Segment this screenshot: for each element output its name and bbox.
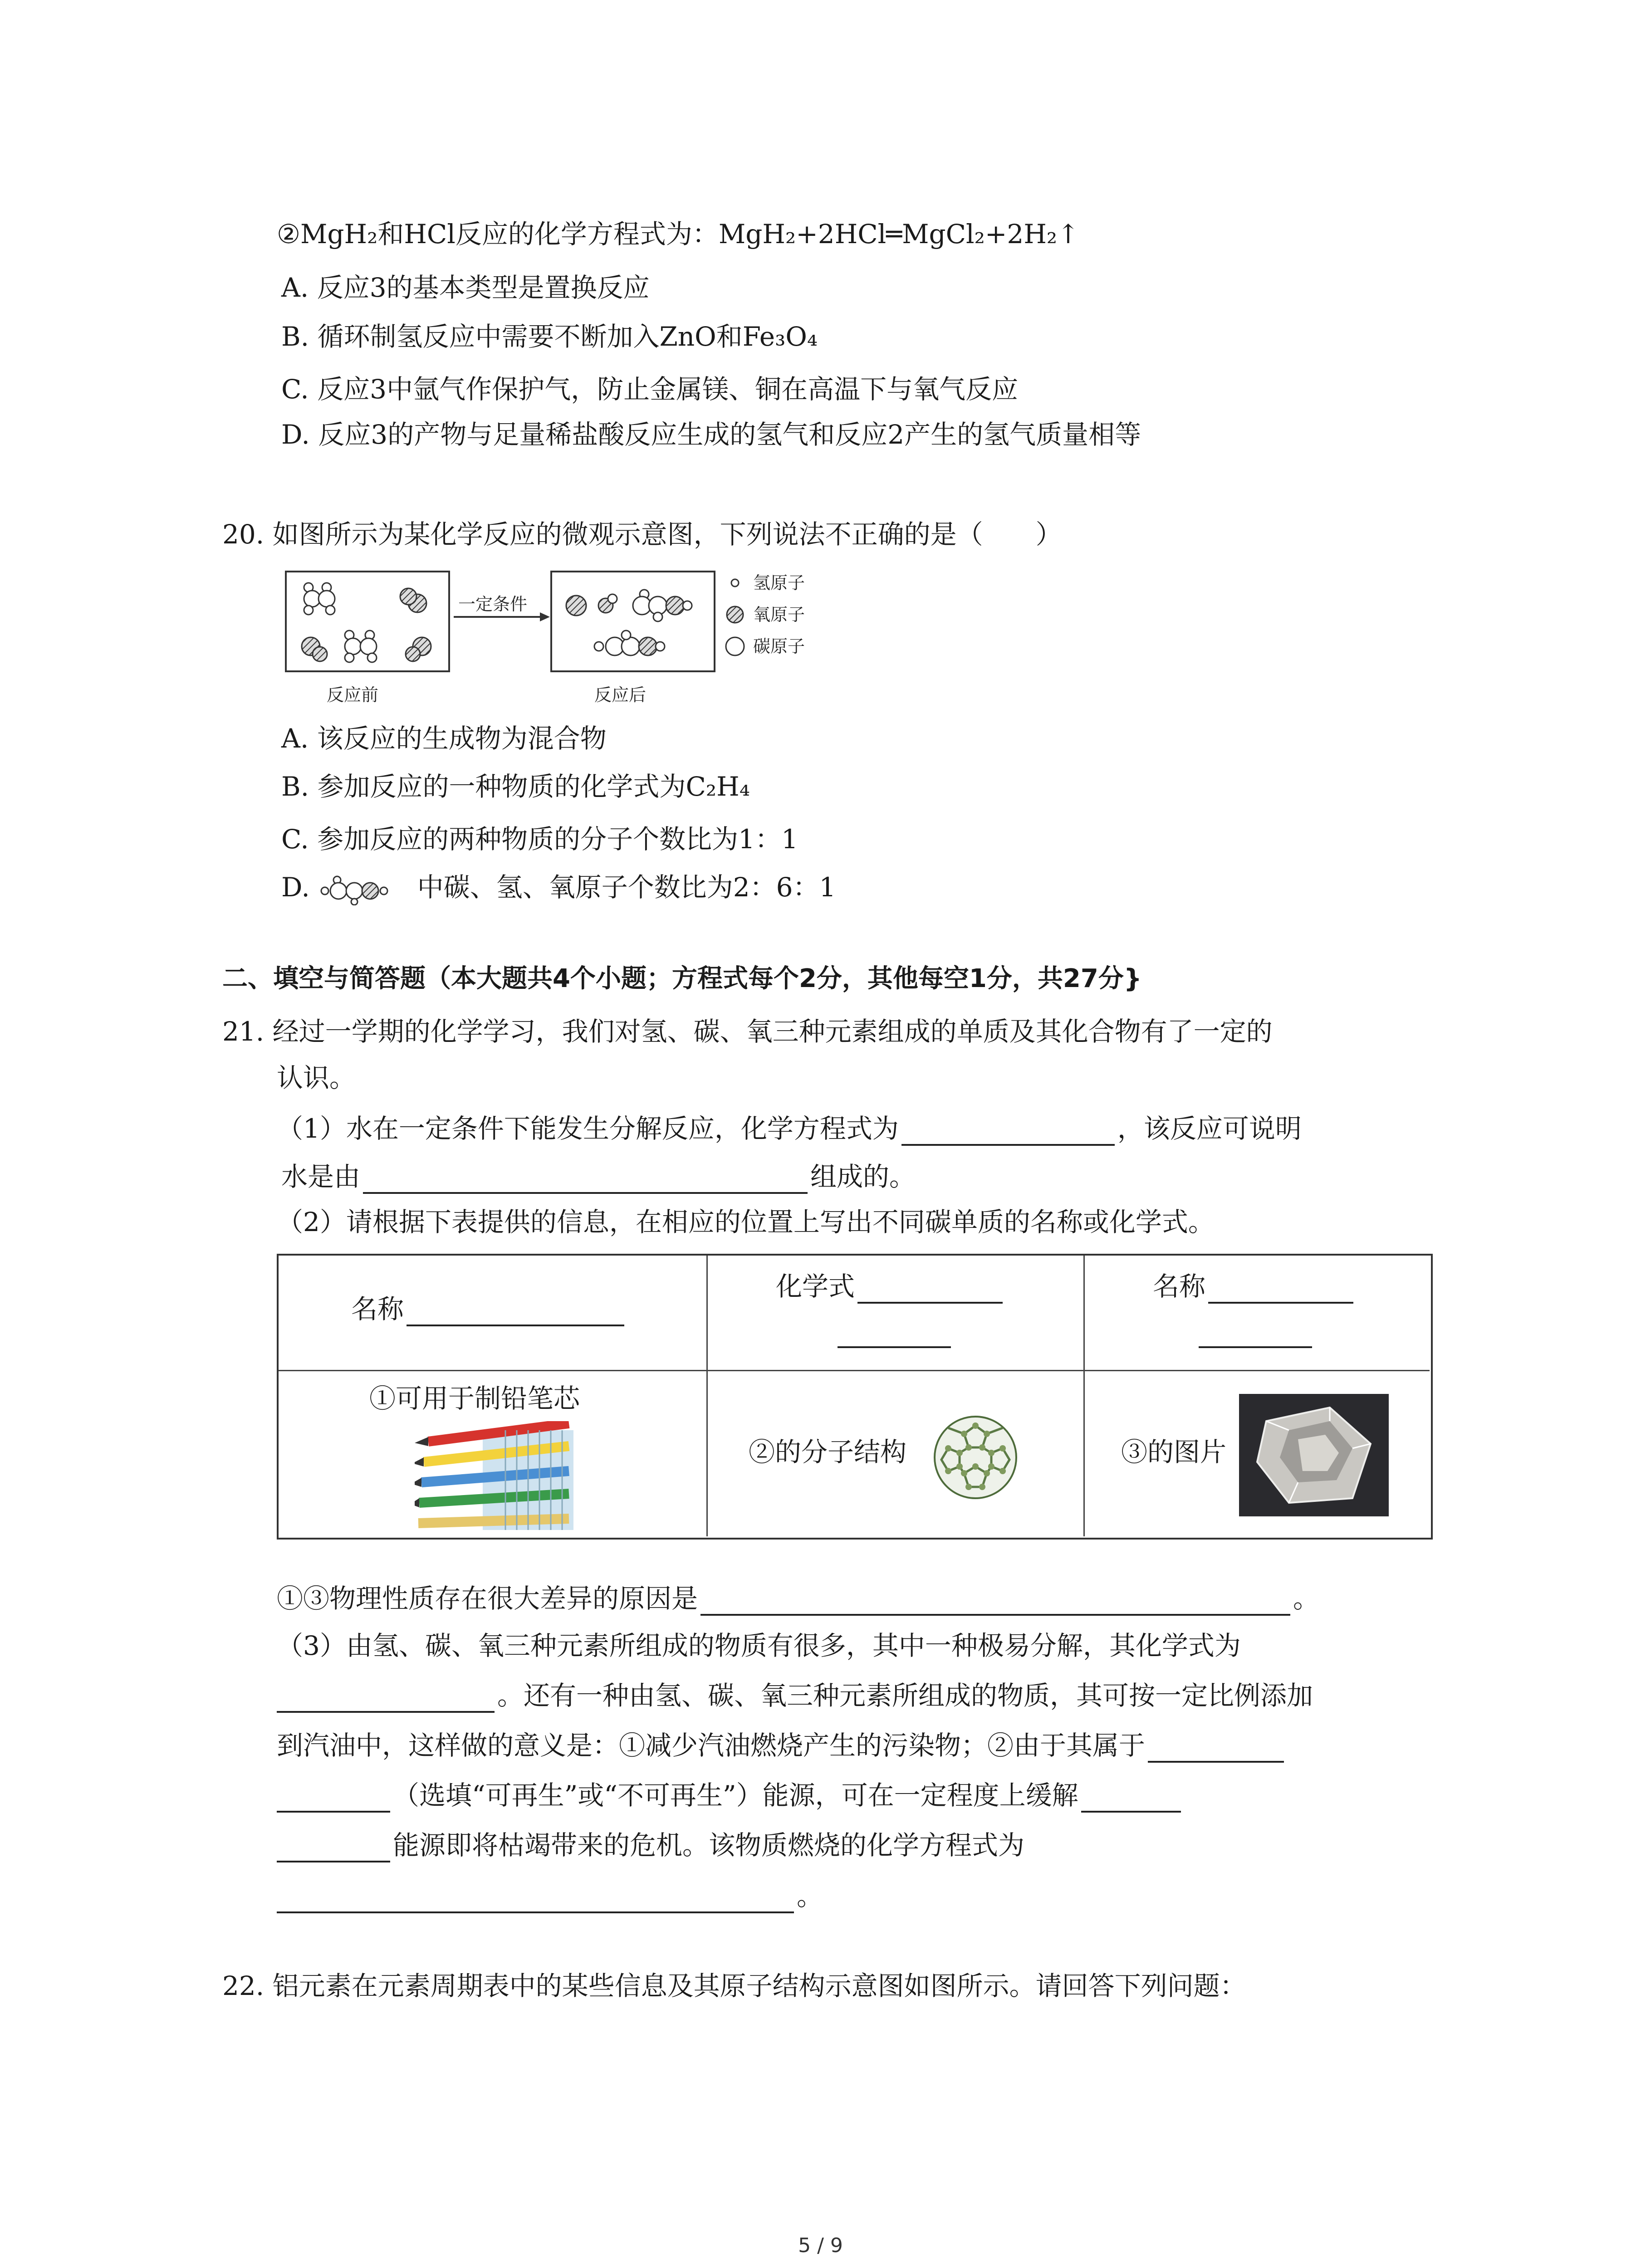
energy-source-blank-2[interactable] — [277, 1833, 390, 1862]
q19-option-b[interactable]: B. 循环制氢反应中需要不断加入ZnO和Fe₃O₄ — [281, 321, 818, 352]
energy-type-blank-2[interactable] — [277, 1784, 390, 1813]
q21-part1-line1: （1）水在一定条件下能发生分解反应，化学方程式为 ，该反应可说明 — [277, 1111, 1302, 1146]
formula-decompose-blank[interactable] — [277, 1684, 495, 1713]
after-box — [551, 572, 715, 671]
q20-option-a[interactable]: A. 该反应的生成物为混合物 — [281, 723, 607, 754]
table-header-name-2: 名称 — [1085, 1256, 1430, 1371]
legend-oxygen: 氧原子 — [753, 605, 805, 625]
after-label: 反应后 — [594, 685, 647, 705]
before-label: 反应前 — [327, 685, 379, 705]
c60-structure-image — [930, 1412, 1021, 1503]
q19-option-c[interactable]: C. 反应3中氩气作保护气，防止金属镁、铜在高温下与氧气反应 — [281, 374, 1019, 405]
molecule-ethanol-icon — [633, 590, 692, 621]
ethanol-molecule-icon — [318, 874, 409, 905]
reaction-diagram — [281, 567, 871, 712]
section-2-heading: 二、填空与简答题（本大题共4个小题；方程式每个2分，其他每空1分，共27分} — [222, 964, 1142, 993]
reason-blank[interactable] — [700, 1587, 1290, 1616]
q21-composition-blank[interactable] — [363, 1165, 808, 1194]
q19-option-a[interactable]: A. 反应3的基本类型是置换反应 — [281, 272, 650, 303]
q22-stem: 22. 铝元素在元素周期表中的某些信息及其原子结构示意图如图所示。请回答下列问题： — [222, 1970, 1246, 2001]
q21-equation-blank[interactable] — [901, 1117, 1115, 1146]
molecule-c2h4-2-icon — [345, 631, 377, 662]
page-number: 5 / 9 — [798, 2234, 843, 2257]
formula-blank-2[interactable] — [838, 1319, 951, 1348]
energy-source-blank-1[interactable] — [1081, 1784, 1181, 1813]
legend-hydrogen: 氢原子 — [753, 573, 805, 593]
hydrogen-legend-icon — [731, 579, 739, 587]
name-blank-2[interactable] — [1208, 1275, 1353, 1304]
q19-hint-2: ②MgH₂和HCl反应的化学方程式为：MgH₂+2HCl═MgCl₂+2H₂↑ — [277, 219, 1079, 249]
q21-part3-line6: 。 — [277, 1879, 823, 1913]
table-header-formula: 化学式 — [708, 1256, 1085, 1371]
pencils-image — [415, 1421, 573, 1530]
table-header-name-1: 名称 — [279, 1256, 708, 1371]
molecule-c2h4-icon — [304, 583, 335, 615]
q21-stem-line1: 21. 经过一学期的化学学习，我们对氢、碳、氧三种元素组成的单质及其化合物有了一定的 — [222, 1016, 1273, 1047]
q21-part2-question: ①③物理性质存在很大差异的原因是 。 — [277, 1581, 1319, 1616]
q21-part3-line3: 到汽油中，这样做的意义是：①减少汽油燃烧产生的污染物；②由于其属于 — [277, 1728, 1287, 1763]
combustion-equation-blank[interactable] — [277, 1884, 794, 1913]
q19-option-d[interactable]: D. 反应3的产物与足量稀盐酸反应生成的氢气和反应2产生的氢气质量相等 — [281, 419, 1141, 450]
q20-option-d-prefix: D. — [281, 872, 310, 903]
q20-stem: 20. 如图所示为某化学反应的微观示意图，下列说法不正确的是（ ） — [222, 519, 1062, 550]
q20-option-d[interactable] — [281, 870, 836, 905]
energy-type-blank-1[interactable] — [1148, 1734, 1284, 1763]
diamond-image — [1239, 1394, 1389, 1516]
carbon-table — [277, 1254, 1433, 1540]
table-cell-graphite: ①可用于制铅笔芯 — [279, 1371, 708, 1536]
q21-part2-instruction: （2）请根据下表提供的信息，在相应的位置上写出不同碳单质的名称或化学式。 — [277, 1207, 1215, 1237]
table-cell-c60: ②的分子结构 — [708, 1371, 1085, 1536]
formula-blank-1[interactable] — [857, 1275, 1003, 1304]
q21-part3-line2: 。还有一种由氢、碳、氧三种元素所组成的物质，其可按一定比例添加 — [277, 1678, 1313, 1713]
carbon-legend-icon — [726, 637, 744, 655]
name-blank-1[interactable] — [407, 1297, 624, 1326]
oxygen-legend-icon — [727, 606, 743, 623]
q21-part3-line1: （3）由氢、碳、氧三种元素所组成的物质有很多，其中一种极易分解，其化学式为 — [277, 1630, 1241, 1661]
condition-label: 一定条件 — [458, 594, 528, 614]
legend-carbon: 碳原子 — [753, 636, 805, 656]
name-blank-3[interactable] — [1199, 1319, 1312, 1348]
q20-option-d-text: 中碳、氢、氧原子个数比为2：6：1 — [417, 872, 836, 903]
q21-part1-line2: 水是由 组成的。 — [281, 1159, 916, 1194]
q20-option-b[interactable]: B. 参加反应的一种物质的化学式为C₂H₄ — [281, 771, 750, 802]
table-cell-diamond: ③的图片 — [1085, 1371, 1430, 1536]
q20-option-c[interactable]: C. 参加反应的两种物质的分子个数比为1：1 — [281, 824, 798, 855]
q21-stem-line2: 认识。 — [277, 1062, 356, 1093]
q21-part3-line5: 能源即将枯竭带来的危机。该物质燃烧的化学方程式为 — [277, 1828, 1024, 1862]
q21-part3-line4: （选填“可再生”或“不可再生”）能源，可在一定程度上缓解 — [277, 1778, 1184, 1813]
